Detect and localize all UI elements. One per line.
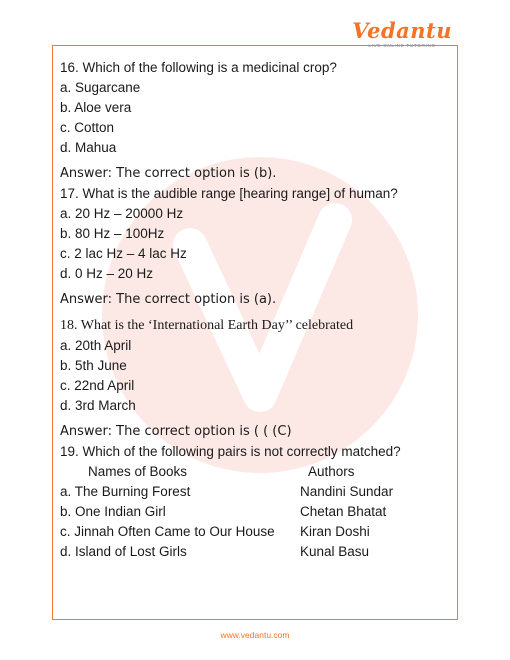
q18-option-a: a. 20th April bbox=[60, 338, 132, 353]
q18-answer: Answer: The correct option is ( ( (C) bbox=[60, 424, 292, 439]
q18-option-d: d. 3rd March bbox=[60, 398, 136, 413]
q19-header-row bbox=[60, 462, 450, 482]
vedantu-logo bbox=[352, 20, 452, 48]
q19-row-a bbox=[60, 482, 450, 502]
logo-tagline: LIVE ONLINE TUTORING bbox=[368, 43, 436, 48]
q19-authors-header: Authors bbox=[308, 464, 355, 479]
q16-option-d: d. Mahua bbox=[60, 140, 117, 155]
q19-author: Kunal Basu bbox=[300, 544, 370, 559]
q17-option-b: b. 80 Hz – 100Hz bbox=[60, 226, 165, 241]
q19-row-b bbox=[60, 502, 450, 522]
q17-option-d: d. 0 Hz – 20 Hz bbox=[60, 266, 154, 281]
q16-option-c: c. Cotton bbox=[60, 120, 115, 135]
q19-books-header: Names of Books bbox=[88, 464, 188, 479]
q19-book: a. The Burning Forest bbox=[60, 484, 191, 499]
question-16: 16. Which of the following is a medicinal crop? bbox=[60, 60, 337, 75]
q18-option-b: b. 5th June bbox=[60, 358, 127, 373]
q19-author: Kiran Doshi bbox=[300, 524, 370, 539]
q19-author: Chetan Bhatat bbox=[300, 504, 387, 519]
q19-book: b. One Indian Girl bbox=[60, 504, 166, 519]
q19-row-c bbox=[60, 522, 450, 542]
q17-option-a: a. 20 Hz – 20000 Hz bbox=[60, 206, 184, 221]
q16-option-a: a. Sugarcane bbox=[60, 80, 141, 95]
q19-row-d bbox=[60, 542, 450, 562]
footer-url[interactable]: www.vedantu.com bbox=[220, 630, 290, 640]
question-19: 19. Which of the following pairs is not correctly matched? bbox=[60, 444, 401, 459]
logo-wordmark: Vedantu bbox=[352, 18, 452, 43]
q17-answer: Answer: The correct option is (a). bbox=[60, 292, 277, 307]
q18-option-c: c. 22nd April bbox=[60, 378, 135, 393]
q19-book: c. Jinnah Often Came to Our House bbox=[60, 524, 275, 539]
question-content bbox=[60, 58, 450, 562]
q17-option-c: c. 2 lac Hz – 4 lac Hz bbox=[60, 246, 187, 261]
q19-author: Nandini Sundar bbox=[300, 484, 394, 499]
question-18: 18. What is the ‘International Earth Day’’ celebrated bbox=[60, 318, 354, 333]
q19-book: d. Island of Lost Girls bbox=[60, 544, 187, 559]
q16-option-b: b. Aloe vera bbox=[60, 100, 132, 115]
q16-answer: Answer: The correct option is (b). bbox=[60, 166, 277, 181]
question-17: 17. What is the audible range [hearing range] of human? bbox=[60, 186, 398, 201]
